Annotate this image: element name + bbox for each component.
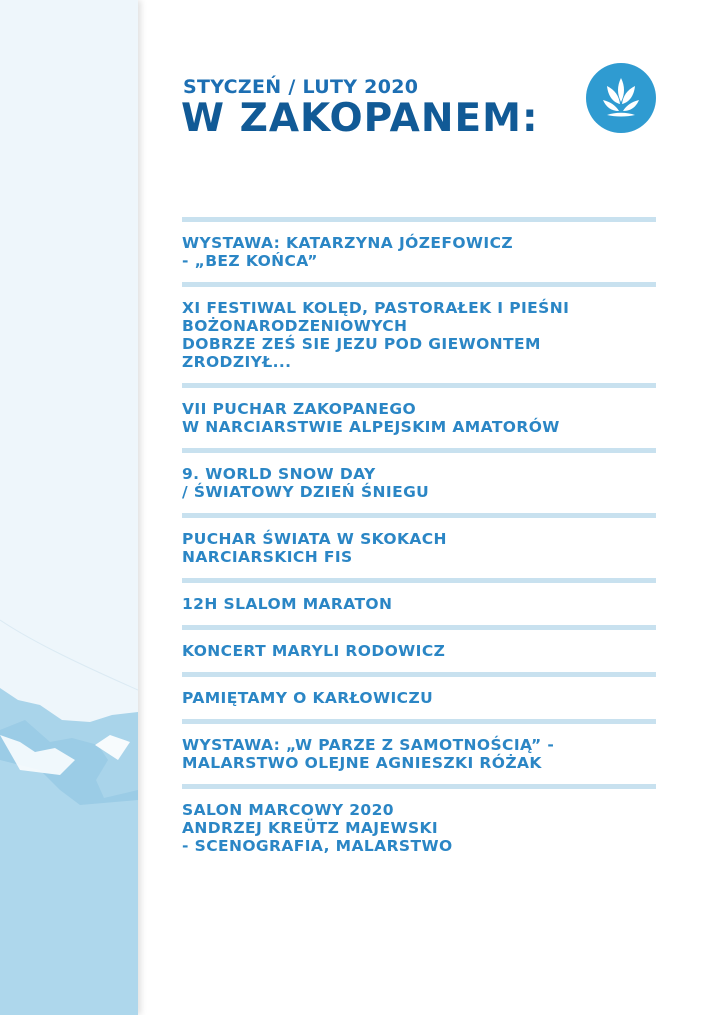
event-title-line: 9. WORLD SNOW DAY: [182, 465, 376, 483]
event-title-line: VII PUCHAR ZAKOPANEGO: [182, 400, 417, 418]
event-item: [182, 719, 656, 784]
left-decorative-panel: [0, 0, 138, 1015]
event-item: [182, 672, 656, 719]
event-title-line: ZRODZIYŁ...: [182, 353, 292, 371]
event-item: [182, 513, 656, 578]
date-subtitle: STYCZEŃ / LUTY 2020: [183, 76, 419, 98]
event-title-line: PAMIĘTAMY O KARŁOWICZU: [182, 689, 434, 707]
event-title-line: SALON MARCOWY 2020: [182, 801, 394, 819]
page-title: W ZAKOPANEM:: [181, 96, 539, 141]
event-title-line: W NARCIARSTWIE ALPEJSKIM AMATORÓW: [182, 418, 560, 436]
event-item: [182, 448, 656, 513]
event-item: [182, 383, 656, 448]
event-title-line: DOBRZE ZEŚ SIE JEZU POD GIEWONTEM: [182, 335, 541, 353]
event-item: [182, 784, 656, 867]
event-title-line: ANDRZEJ KREÜTZ MAJEWSKI: [182, 819, 439, 837]
event-item: [182, 578, 656, 625]
event-title-line: 12H SLALOM MARATON: [182, 595, 393, 613]
event-title-line: KONCERT MARYLI RODOWICZ: [182, 642, 446, 660]
event-item: [182, 282, 656, 383]
event-title-line: XI FESTIWAL KOLĘD, PASTORAŁEK I PIEŚNI: [182, 299, 570, 317]
mountain-flower-icon: [585, 62, 657, 134]
event-title-line: WYSTAWA: „W PARZE Z SAMOTNOŚCIĄ” -: [182, 736, 555, 754]
event-title-line: - „BEZ KOŃCA”: [182, 252, 318, 270]
event-title-line: WYSTAWA: KATARZYNA JÓZEFOWICZ: [182, 234, 513, 252]
mountain-illustration: [0, 0, 138, 1015]
event-item: [182, 217, 656, 282]
event-title-line: MALARSTWO OLEJNE AGNIESZKI RÓŻAK: [182, 754, 542, 772]
events-list: [182, 217, 656, 867]
event-title-line: BOŻONARODZENIOWYCH: [182, 317, 408, 335]
event-title-line: - SCENOGRAFIA, MALARSTWO: [182, 837, 453, 855]
event-title-line: PUCHAR ŚWIATA W SKOKACH: [182, 530, 447, 548]
event-title-line: / ŚWIATOWY DZIEŃ ŚNIEGU: [182, 483, 430, 501]
event-item: [182, 625, 656, 672]
event-title-line: NARCIARSKICH FIS: [182, 548, 353, 566]
